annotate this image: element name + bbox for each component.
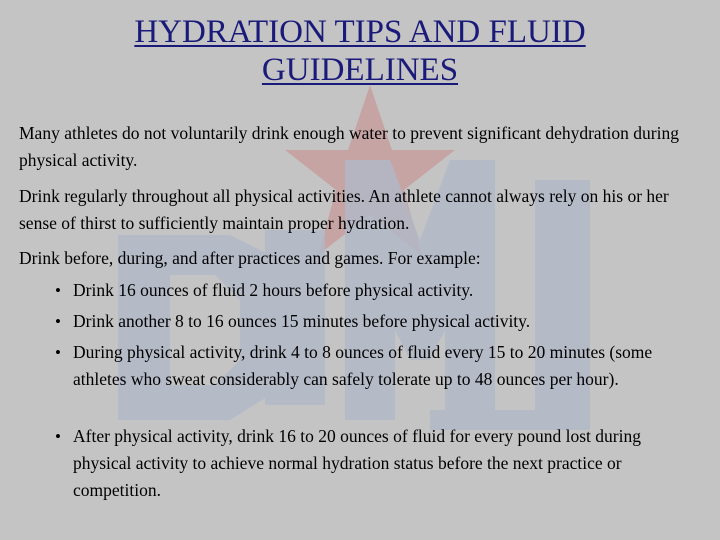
bullet-icon: •: [55, 312, 61, 331]
bullet-icon: •: [55, 343, 61, 362]
bullet-item: [55, 339, 703, 393]
bullet-item: [55, 308, 703, 335]
bullet-item: [55, 423, 703, 504]
bullet-icon: •: [55, 281, 61, 300]
bullet-text: After physical activity, drink 16 to 20 ounces of fluid for every pound lost during physical activity to achieve normal hydration status before the next practice or competition.: [73, 426, 641, 500]
paragraph-intro: Many athletes do not voluntarily drink enough water to prevent significant dehydration during physical activity.: [19, 123, 679, 170]
slide-title: HYDRATION TIPS AND FLUID GUIDELINES: [134, 14, 586, 88]
bullet-icon: •: [55, 427, 61, 446]
bullet-text: Drink another 8 to 16 ounces 15 minutes before physical activity.: [73, 311, 531, 331]
paragraph-thirst: Drink regularly throughout all physical activities. An athlete cannot always rely on his or her sense of thirst to sufficiently maintain proper hydration.: [19, 186, 669, 233]
bullet-text: During physical activity, drink 4 to 8 ounces of fluid every 15 to 20 minutes (some athletes who sweat considerably can safely tolerate up to 48 ounces per hour).: [73, 342, 653, 389]
bullet-item: [55, 277, 703, 304]
bullet-text: Drink 16 ounces of fluid 2 hours before physical activity.: [73, 280, 474, 300]
paragraph-example: Drink before, during, and after practices and games. For example:: [19, 248, 481, 268]
